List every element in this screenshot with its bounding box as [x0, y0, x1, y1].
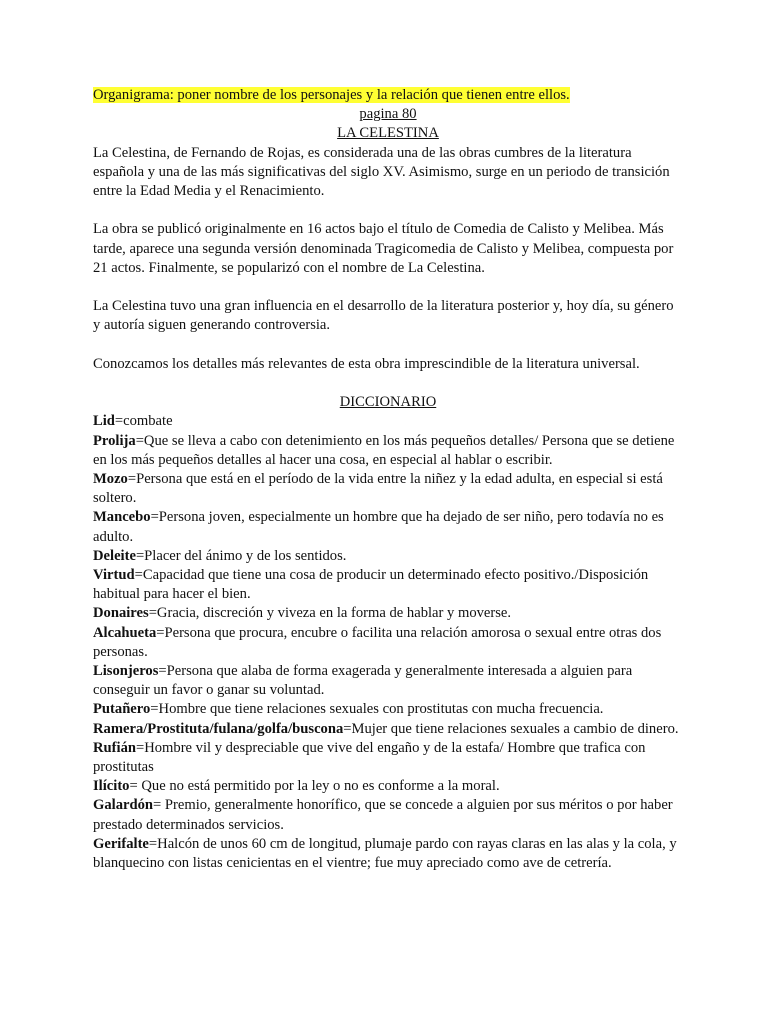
dictionary-term: Gerifalte	[93, 835, 149, 852]
intro-paragraph: La obra se publicó originalmente en 16 actos bajo el título de Comedia de Calisto y Melibea. Más tarde, aparece una segunda versión denominada Tragicomedia de Calisto y Melibea, compuesta por 21 actos. Finalmente, se popularizó con el nombre de La Celestina.	[93, 221, 674, 276]
dictionary-definition: =Gracia, discreción y viveza en la forma de hablar y moverse.	[148, 605, 512, 622]
dictionary-definition: =combate	[114, 413, 173, 430]
dictionary-term: Ramera/Prostituta/fulana/golfa/buscona	[93, 720, 344, 737]
dictionary-entry	[93, 662, 683, 700]
paragraph-spacer	[93, 336, 683, 355]
dictionary-entry	[93, 700, 683, 719]
page-reference: pagina 80	[359, 106, 417, 123]
paragraph-spacer	[93, 201, 683, 220]
dictionary-entry	[93, 720, 683, 739]
dictionary-term: Virtud	[93, 567, 135, 584]
dictionary-definition: = Premio, generalmente honorífico, que se concede a alguien por sus méritos o por haber prestado determinados servicios.	[93, 797, 673, 833]
dictionary-definition: =Halcón de unos 60 cm de longitud, plumaje pardo con rayas claras en las alas y la cola, y blanquecino con listas cenicientas en el vientre; fue muy apreciado como ave de cetrería.	[93, 835, 677, 872]
dictionary-heading: DICCIONARIO	[339, 394, 437, 411]
dictionary-definition: =Placer del ánimo y de los sentidos.	[135, 547, 347, 564]
dictionary-entry	[93, 412, 683, 431]
dictionary-definition: = Que no está permitido por la ley o no es conforme a la moral.	[129, 778, 500, 795]
dictionary-term: Donaires	[93, 605, 149, 622]
dictionary-definition: =Persona joven, especialmente un hombre que ha dejado de ser niño, pero todavía no es adulto.	[93, 509, 664, 545]
dictionary-term: Ilícito	[93, 778, 130, 795]
dictionary-definition: =Persona que alaba de forma exagerada y generalmente interesada a alguien para conseguir un favor o ganar su voluntad.	[93, 663, 633, 699]
dictionary-term: Alcahueta	[93, 624, 157, 641]
document-title: LA CELESTINA	[337, 125, 439, 142]
dictionary-entry	[93, 796, 683, 834]
dictionary-definition: =Persona que procura, encubre o facilita una relación amorosa o sexual entre otras dos personas.	[93, 624, 662, 660]
document-page	[93, 86, 683, 873]
dictionary-term: Galardón	[93, 797, 154, 814]
dictionary-term: Rufián	[93, 739, 136, 756]
dictionary-entry	[93, 777, 683, 796]
dictionary-definition: =Capacidad que tiene una cosa de producir un determinado efecto positivo./Disposición habitual para hacer el bien.	[93, 567, 649, 603]
dictionary-entry	[93, 432, 683, 470]
dictionary-term: Lisonjeros	[93, 663, 159, 680]
dictionary-entry	[93, 566, 683, 604]
dictionary-definition: =Mujer que tiene relaciones sexuales a cambio de dinero.	[343, 720, 679, 737]
dictionary-entry	[93, 470, 683, 508]
instruction-highlight: Organigrama: poner nombre de los personajes y la relación que tienen entre ellos.	[93, 87, 570, 103]
dictionary-entry	[93, 604, 683, 623]
dictionary-term: Prolija	[93, 432, 136, 449]
intro-paragraph: La Celestina tuvo una gran influencia en el desarrollo de la literatura posterior y, hoy día, su género y autoría siguen generando controversia.	[93, 298, 674, 334]
dictionary-entry	[93, 547, 683, 566]
dictionary-definition: =Que se lleva a cabo con detenimiento en los más pequeños detalles/ Persona que se detiene en los más pequeños detalles al hacer una cosa, en especial al hablar o escribir.	[93, 432, 675, 468]
paragraph-spacer	[93, 374, 683, 393]
instruction-line	[93, 86, 683, 105]
dictionary-definition: =Hombre vil y despreciable que vive del engaño y de la estafa/ Hombre que trafica con prostitutas	[93, 739, 646, 776]
paragraph-spacer	[93, 278, 683, 297]
dictionary-entry	[93, 624, 683, 662]
dictionary-term: Deleite	[93, 547, 136, 564]
dictionary-entry	[93, 508, 683, 546]
dictionary-definition: =Persona que está en el período de la vida entre la niñez y la edad adulta, en especial si está soltero.	[93, 471, 663, 507]
intro-paragraph: Conozcamos los detalles más relevantes de esta obra imprescindible de la literatura universal.	[93, 355, 640, 372]
dictionary-entry	[93, 835, 683, 873]
dictionary-term: Mancebo	[93, 509, 151, 526]
dictionary-definition: =Hombre que tiene relaciones sexuales con prostitutas con mucha frecuencia.	[150, 701, 604, 718]
intro-paragraph: La Celestina, de Fernando de Rojas, es considerada una de las obras cumbres de la literatura española y una de las más significativas del siglo XV. Asimismo, surge en un periodo de transición entre la Edad Media y el Renacimiento.	[93, 144, 670, 200]
dictionary-list	[93, 412, 683, 873]
dictionary-term: Lid	[93, 413, 115, 430]
dictionary-entry	[93, 739, 683, 777]
dictionary-term: Putañero	[93, 701, 151, 718]
dictionary-term: Mozo	[93, 471, 128, 487]
